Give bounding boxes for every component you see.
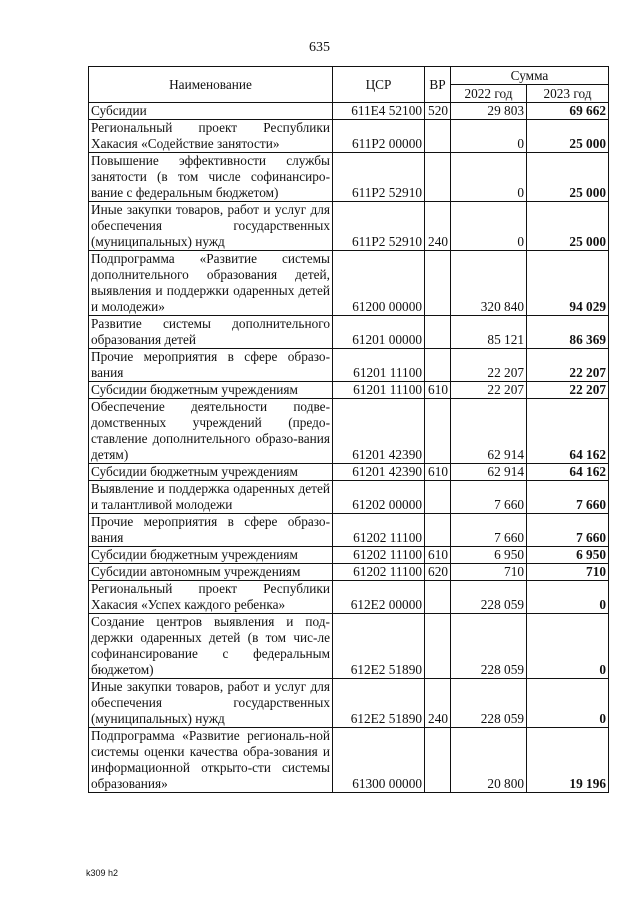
page-number: 635 bbox=[309, 40, 330, 55]
row-amount-2022: 20 800 bbox=[451, 728, 527, 793]
row-name: Прочие мероприятия в сфере образо-вания bbox=[89, 514, 333, 547]
table-row bbox=[89, 382, 609, 399]
row-amount-2022: 0 bbox=[451, 153, 527, 202]
row-amount-2022: 320 840 bbox=[451, 251, 527, 316]
row-amount-2022: 6 950 bbox=[451, 547, 527, 564]
row-name: Региональный проект Республики Хакасия «Содействие занятости» bbox=[89, 120, 333, 153]
row-amount-2023: 25 000 bbox=[527, 153, 609, 202]
row-vr: 610 bbox=[425, 547, 451, 564]
table-row bbox=[89, 679, 609, 728]
table-row bbox=[89, 153, 609, 202]
row-name: Субсидии автономным учреждениям bbox=[89, 564, 333, 581]
row-name: Повышение эффективности службы занятости (в том числе софинансиро-вание с федеральным бюджетом) bbox=[89, 153, 333, 202]
row-vr bbox=[425, 316, 451, 349]
row-csr: 61202 11100 bbox=[333, 564, 425, 581]
row-csr: 61202 00000 bbox=[333, 481, 425, 514]
row-name: Субсидии бюджетным учреждениям bbox=[89, 547, 333, 564]
row-amount-2023: 710 bbox=[527, 564, 609, 581]
row-amount-2022: 7 660 bbox=[451, 481, 527, 514]
row-amount-2022: 62 914 bbox=[451, 464, 527, 481]
row-name: Подпрограмма «Развитие системы дополнительного образования детей, выявления и поддержки одаренных детей и молодежи» bbox=[89, 251, 333, 316]
row-vr: 240 bbox=[425, 202, 451, 251]
row-amount-2023: 25 000 bbox=[527, 120, 609, 153]
row-name: Иные закупки товаров, работ и услуг для обеспечения государственных (муниципальных) нужд bbox=[89, 679, 333, 728]
row-amount-2023: 0 bbox=[527, 614, 609, 679]
row-amount-2023: 19 196 bbox=[527, 728, 609, 793]
footer-code: k309 h2 bbox=[86, 868, 119, 878]
row-vr bbox=[425, 614, 451, 679]
row-name: Субсидии бюджетным учреждениям bbox=[89, 464, 333, 481]
row-name: Выявление и поддержка одаренных детей и талантливой молодежи bbox=[89, 481, 333, 514]
header-vr: ВР bbox=[425, 67, 451, 103]
row-name: Развитие системы дополнительного образования детей bbox=[89, 316, 333, 349]
row-vr bbox=[425, 481, 451, 514]
row-amount-2022: 62 914 bbox=[451, 399, 527, 464]
row-csr: 611Р2 52910 bbox=[333, 153, 425, 202]
row-amount-2023: 69 662 bbox=[527, 103, 609, 120]
row-csr: 612Е2 51890 bbox=[333, 614, 425, 679]
row-amount-2022: 0 bbox=[451, 202, 527, 251]
table-row bbox=[89, 514, 609, 547]
table-row bbox=[89, 564, 609, 581]
row-amount-2023: 22 207 bbox=[527, 382, 609, 399]
row-vr bbox=[425, 514, 451, 547]
table-row bbox=[89, 614, 609, 679]
row-vr: 610 bbox=[425, 382, 451, 399]
header-year-2023: 2023 год bbox=[527, 85, 609, 103]
row-vr bbox=[425, 399, 451, 464]
row-name: Создание центров выявления и под-держки одаренных детей (в том чис-ле софинансирование с федеральным бюджетом) bbox=[89, 614, 333, 679]
row-csr: 611Е4 52100 bbox=[333, 103, 425, 120]
row-vr bbox=[425, 728, 451, 793]
row-amount-2023: 94 029 bbox=[527, 251, 609, 316]
row-vr: 620 bbox=[425, 564, 451, 581]
row-vr bbox=[425, 349, 451, 382]
table-row bbox=[89, 728, 609, 793]
row-amount-2022: 710 bbox=[451, 564, 527, 581]
header-name: Наименование bbox=[89, 67, 333, 103]
row-amount-2023: 64 162 bbox=[527, 464, 609, 481]
row-amount-2023: 0 bbox=[527, 679, 609, 728]
row-csr: 61201 42390 bbox=[333, 464, 425, 481]
row-vr: 520 bbox=[425, 103, 451, 120]
row-vr bbox=[425, 153, 451, 202]
table-row bbox=[89, 316, 609, 349]
row-csr: 612Е2 51890 bbox=[333, 679, 425, 728]
row-vr: 610 bbox=[425, 464, 451, 481]
table-row bbox=[89, 547, 609, 564]
row-amount-2022: 85 121 bbox=[451, 316, 527, 349]
row-csr: 612Е2 00000 bbox=[333, 581, 425, 614]
row-amount-2023: 6 950 bbox=[527, 547, 609, 564]
table-row bbox=[89, 481, 609, 514]
table-row bbox=[89, 349, 609, 382]
row-amount-2022: 228 059 bbox=[451, 614, 527, 679]
row-csr: 61300 00000 bbox=[333, 728, 425, 793]
row-amount-2022: 7 660 bbox=[451, 514, 527, 547]
row-amount-2022: 228 059 bbox=[451, 581, 527, 614]
row-amount-2022: 22 207 bbox=[451, 382, 527, 399]
header-sum: Сумма bbox=[451, 67, 609, 85]
table-row bbox=[89, 251, 609, 316]
row-csr: 611Р2 00000 bbox=[333, 120, 425, 153]
row-amount-2023: 0 bbox=[527, 581, 609, 614]
row-csr: 61202 11100 bbox=[333, 514, 425, 547]
row-amount-2022: 228 059 bbox=[451, 679, 527, 728]
row-amount-2023: 25 000 bbox=[527, 202, 609, 251]
row-csr: 61201 11100 bbox=[333, 382, 425, 399]
row-amount-2023: 86 369 bbox=[527, 316, 609, 349]
row-name: Региональный проект Республики Хакасия «Успех каждого ребенка» bbox=[89, 581, 333, 614]
row-name: Субсидии bbox=[89, 103, 333, 120]
row-name: Подпрограмма «Развитие региональ-ной системы оценки качества обра-зования и информационной открыто-сти системы образования» bbox=[89, 728, 333, 793]
row-amount-2023: 7 660 bbox=[527, 481, 609, 514]
table-row bbox=[89, 581, 609, 614]
table-row bbox=[89, 464, 609, 481]
row-csr: 61201 00000 bbox=[333, 316, 425, 349]
table-row bbox=[89, 399, 609, 464]
row-amount-2023: 22 207 bbox=[527, 349, 609, 382]
row-csr: 61202 11100 bbox=[333, 547, 425, 564]
row-csr: 61201 11100 bbox=[333, 349, 425, 382]
row-csr: 61200 00000 bbox=[333, 251, 425, 316]
row-name: Иные закупки товаров, работ и услуг для обеспечения государственных (муниципальных) нужд bbox=[89, 202, 333, 251]
budget-table bbox=[88, 66, 609, 793]
table-row bbox=[89, 120, 609, 153]
header-year-2022: 2022 год bbox=[451, 85, 527, 103]
row-amount-2022: 29 803 bbox=[451, 103, 527, 120]
row-vr: 240 bbox=[425, 679, 451, 728]
row-name: Обеспечение деятельности подве-домственных учреждений (предо-ставление дополнительного образо-вания детям) bbox=[89, 399, 333, 464]
row-name: Прочие мероприятия в сфере образо-вания bbox=[89, 349, 333, 382]
row-vr bbox=[425, 581, 451, 614]
row-vr bbox=[425, 251, 451, 316]
row-csr: 611Р2 52910 bbox=[333, 202, 425, 251]
row-amount-2022: 0 bbox=[451, 120, 527, 153]
row-amount-2022: 22 207 bbox=[451, 349, 527, 382]
table-row bbox=[89, 103, 609, 120]
row-vr bbox=[425, 120, 451, 153]
header-csr: ЦСР bbox=[333, 67, 425, 103]
row-name: Субсидии бюджетным учреждениям bbox=[89, 382, 333, 399]
row-csr: 61201 42390 bbox=[333, 399, 425, 464]
table-body bbox=[89, 103, 609, 793]
row-amount-2023: 64 162 bbox=[527, 399, 609, 464]
table-row bbox=[89, 202, 609, 251]
row-amount-2023: 7 660 bbox=[527, 514, 609, 547]
